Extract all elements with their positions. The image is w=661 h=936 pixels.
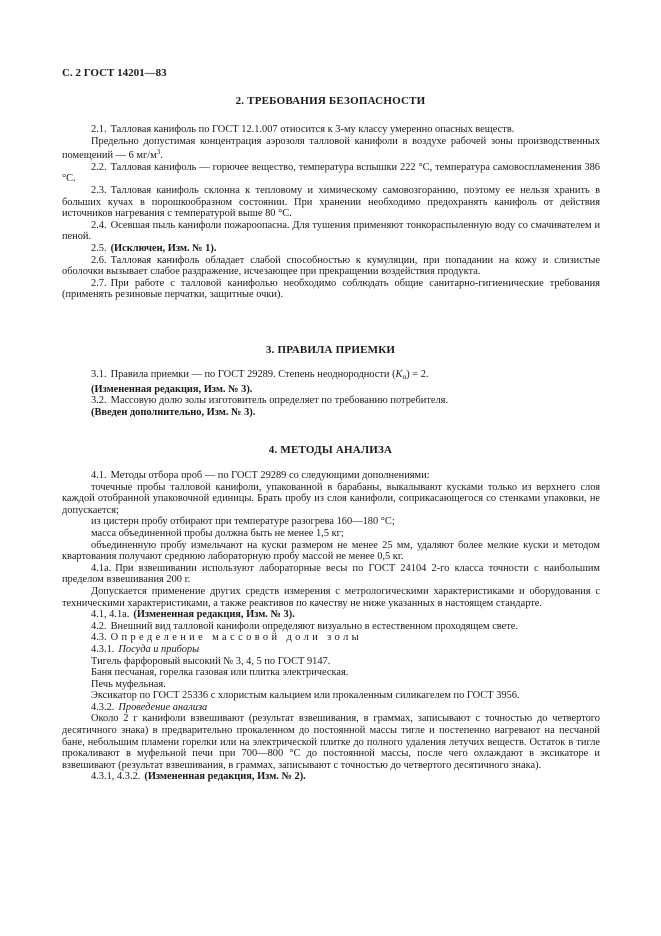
clause-2-3 xyxy=(62,185,600,220)
clause-4-1-item: масса объединенной пробы должна быть не менее 1,5 кг; xyxy=(91,527,344,539)
clause-text: Талловая канифоль склонна к тепловому и химическому самовозгоранию, поэтому ее нельзя хранить в больших кучах в порошкообразном состоянии. При хранении необходимо предохранять канифоль от действия источников нагревания с температурой выше 80 °С. xyxy=(62,184,600,220)
section-2-title: 2. ТРЕБОВАНИЯ БЕЗОПАСНОСТИ xyxy=(235,95,426,107)
clause-number: 4.3. xyxy=(91,632,107,644)
section-3-title: 3. ПРАВИЛА ПРИЕМКИ xyxy=(265,344,396,356)
clause-2-1-paragraph xyxy=(62,136,600,162)
clause-text: ) = 2. xyxy=(406,369,429,380)
clause-number: 3.1. xyxy=(91,369,107,380)
section-2-body xyxy=(62,124,600,301)
clause-number: 4.1. xyxy=(91,470,107,481)
clause-text: Талловая канифоль обладает слабой способностью к кумуляции, при попадании на кожу и слизистые оболочки вызывает слабое раздражение, исчезающее при прекращении воздействия продукта. xyxy=(62,254,600,278)
clause-text: Внешний вид талловой канифоли определяют визуально в естественном проходящем свете. xyxy=(110,620,519,632)
clause-note: (Исключен, Изм. № 1). xyxy=(110,242,217,254)
equipment-item: Баня песчаная, горелка газовая или плитка электрическая. xyxy=(91,667,349,679)
clause-number: 2.1. xyxy=(91,124,107,135)
section-4-title: 4. МЕТОДЫ АНАЛИЗА xyxy=(268,444,393,456)
clause-3-1 xyxy=(62,369,600,384)
clause-2-2 xyxy=(62,162,600,185)
clause-4-1a-paragraph: Допускается применение других средств измерения с метрологическими характеристиками и оборудования с техническими характеристиками, а также реактивов по качеству не ниже указанных в настоящем стандарте. xyxy=(62,585,600,609)
clause-number: 2.6. xyxy=(91,254,107,266)
procedure-paragraph: Около 2 г канифоли взвешивают (результат взвешивания, в граммах, записывают с точностью до четвертого десятичного знака) в предварительно прокаленном до постоянной массы тигле и постепенно нагревают на песчаной бане, небольшим пламени горелки или на электрической плитке до полного удаления летучих веществ. Остаток в тигле прокаливают в муфельной печи при 700—800 °С до постоянной массы, после чего охлаждают в эксикаторе и взвешивают (результат взвешивания, в граммах, записывают с точностью до четвертого десятичного знака). xyxy=(62,713,600,771)
clause-text: Осевшая пыль канифоли пожароопасна. Для тушения применяют тонкораспыленную воду со смачивателем и пеной. xyxy=(62,219,600,243)
clause-2-6 xyxy=(62,255,600,278)
clause-4-3-1-4-3-2-note xyxy=(62,771,600,783)
clause-2-5 xyxy=(62,243,600,255)
clause-number: 4.3.1. xyxy=(91,643,115,655)
clause-note: (Измененная редакция, Изм. № 3). xyxy=(133,609,295,621)
clause-text: . xyxy=(160,150,163,162)
clause-number: 3.2. xyxy=(91,395,107,407)
clause-2-1 xyxy=(62,124,600,136)
clause-text: При работе с талловой канифолью необходимо соблюдать общие санитарно-гигиенические требования (применять резиновые перчатки, защитные очки). xyxy=(62,277,600,301)
clause-text: Правила приемки — по ГОСТ 29289. Степень неоднородности ( xyxy=(110,369,396,380)
clause-4-1-item: из цистерн пробу отбирают при температуре разогрева 160—180 °С; xyxy=(91,516,395,528)
clause-text: Массовую долю золы изготовитель определяет по требованию потребителя. xyxy=(110,395,449,407)
section-3-body xyxy=(62,369,600,418)
clause-4-2 xyxy=(62,621,600,633)
symbol-k: К xyxy=(395,369,403,380)
subheading: Посуда и приборы xyxy=(118,643,200,655)
clause-4-1a xyxy=(62,563,600,586)
clause-text: Предельно допустимая концентрация аэрозоля талловой канифоли в воздухе рабочей зоны производственных помещений — 6 мг/м xyxy=(62,135,600,162)
clause-3-2 xyxy=(62,395,600,407)
clause-text: При взвешивании используют лабораторные весы по ГОСТ 24104 2-го класса точности с наибольшим пределом взвешивания 200 г. xyxy=(62,562,600,586)
clause-4-3 xyxy=(62,632,600,644)
clause-4-1 xyxy=(62,470,600,482)
spaced-heading: Определение массовой доли золы xyxy=(110,632,363,644)
superscript: 3 xyxy=(156,148,161,157)
clause-number: 4.3.1, 4.3.2. xyxy=(91,771,141,783)
clause-number: 2.3. xyxy=(91,184,107,196)
page-header: С. 2 ГОСТ 14201—83 xyxy=(62,67,167,79)
equipment-item: Печь муфельная. xyxy=(91,678,166,690)
clause-note: (Измененная редакция, Изм. № 2). xyxy=(144,771,306,783)
clause-number: 2.4. xyxy=(91,219,107,231)
equipment-item: Тигель фарфоровый высокий № 3, 4, 5 по ГОСТ 9147. xyxy=(91,655,331,667)
clause-text: Талловая канифоль — горючее вещество, температура вспышки 222 °С, температура самовоспламенения 386 °С. xyxy=(62,161,600,185)
equipment-item: Эксикатор по ГОСТ 25336 с хлористым кальцием или прокаленным силикагелем по ГОСТ 3956. xyxy=(91,690,520,702)
clause-3-1-note: (Измененная редакция, Изм. № 3). xyxy=(91,383,253,395)
clause-text: Талловая канифоль по ГОСТ 12.1.007 относится к 3-му классу умеренно опасных веществ. xyxy=(110,124,515,135)
clause-4-1-item: объединенную пробу измельчают на куски размером не менее 25 мм, удаляют более мелкие куски и методом квартования получают среднюю лабораторную пробу массой не менее 0,5 кг. xyxy=(62,539,600,563)
clause-4-3-2 xyxy=(62,702,600,714)
clause-2-4 xyxy=(62,220,600,243)
clause-4-1-4-1a-note xyxy=(62,609,600,621)
clause-number: 4.1, 4.1а. xyxy=(91,609,130,621)
clause-4-1-item: точечные пробы талловой канифоли, упакованной в барабаны, выкалывают кусками только из верхнего слоя каждой отобранной упаковочной единицы. Брать пробу из слоя канифоли, соприкасающегося со стенками упаковки, не допускается; xyxy=(62,481,600,516)
clause-3-2-note: (Введен дополнительно, Изм. № 3). xyxy=(91,406,256,418)
clause-text: Методы отбора проб — по ГОСТ 29289 со следующими дополнениями: xyxy=(110,470,430,481)
clause-number: 4.2. xyxy=(91,620,107,632)
clause-number: 2.7. xyxy=(91,277,107,289)
clause-2-7 xyxy=(62,278,600,301)
section-4-body xyxy=(62,470,600,783)
clause-number: 4.3.2. xyxy=(91,701,115,713)
clause-4-3-1 xyxy=(62,644,600,656)
subscript: н xyxy=(402,373,407,381)
clause-number: 2.2. xyxy=(91,161,107,173)
clause-number: 2.5. xyxy=(91,242,107,254)
subheading: Проведение анализа xyxy=(118,701,208,713)
clause-number: 4.1а. xyxy=(91,562,112,574)
